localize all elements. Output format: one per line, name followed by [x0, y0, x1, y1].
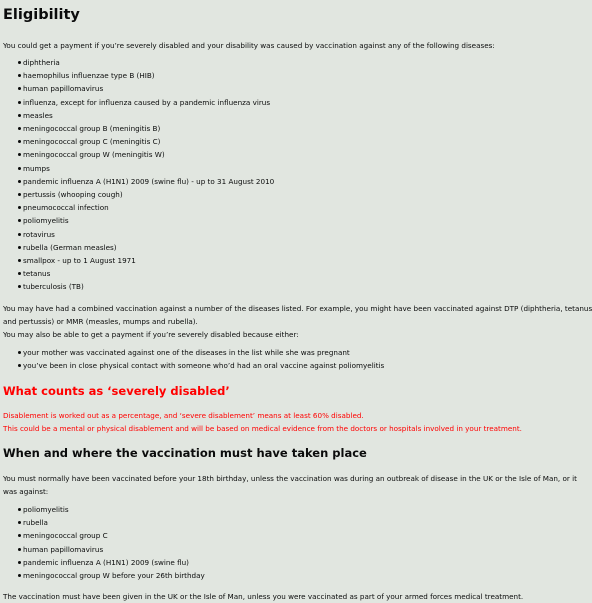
list-item: your mother was vaccinated against one of the diseases in the list while she was pregnant — [23, 346, 543, 359]
list-item: pneumococcal infection — [23, 201, 543, 214]
list-item: pandemic influenza A (H1N1) 2009 (swine flu) — [23, 556, 543, 569]
also-eligible-text: You may also be able to get a payment if you’re severely disabled because either: — [3, 329, 299, 339]
list-item: haemophilus influenzae type B (HIB) — [23, 69, 543, 82]
list-item: smallpox - up to 1 August 1971 — [23, 254, 543, 267]
severely-disabled-heading: What counts as ‘severely disabled’ — [3, 384, 230, 399]
age-exception-list — [3, 503, 543, 582]
list-item: poliomyelitis — [23, 214, 543, 227]
list-item: rotavirus — [23, 228, 543, 241]
list-item: meningococcal group C (meningitis C) — [23, 135, 543, 148]
list-item: you’ve been in close physical contact with someone who’d had an oral vaccine against poliomyelitis — [23, 359, 543, 372]
also-eligible-list — [3, 346, 543, 372]
list-item: tuberculosis (TB) — [23, 280, 543, 293]
list-item: diphtheria — [23, 56, 543, 69]
combined-vaccination-text-cont: and pertussis) or MMR (measles, mumps and rubella). — [3, 316, 198, 326]
vaccination-location-text: The vaccination must have been given in the UK or the Isle of Man, unless you were vaccinated as part of your armed forces medical treatment. — [3, 592, 524, 602]
eligibility-heading: Eligibility — [3, 7, 80, 23]
combined-vaccination-text: You may have had a combined vaccination against a number of the diseases listed. For example, you might have been vaccinated against DTP (diphtheria, tetanus — [3, 303, 592, 313]
list-item: pertussis (whooping cough) — [23, 188, 543, 201]
list-item: tetanus — [23, 267, 543, 280]
disablement-percentage-text: Disablement is worked out as a percentage, and ‘severe disablement’ means at least 60% disabled. — [3, 411, 364, 421]
disablement-evidence-text: This could be a mental or physical disablement and will be based on medical evidence from the doctors or hospitals involved in your treatment. — [3, 424, 522, 434]
vaccination-age-text: You must normally have been vaccinated before your 18th birthday, unless the vaccination was during an outbreak of disease in the UK or the Isle of Man, or it — [3, 474, 577, 484]
when-where-heading: When and where the vaccination must have taken place — [3, 446, 367, 461]
list-item: human papillomavirus — [23, 82, 543, 95]
list-item: meningococcal group W (meningitis W) — [23, 148, 543, 161]
list-item: pandemic influenza A (H1N1) 2009 (swine flu) - up to 31 August 2010 — [23, 175, 543, 188]
eligibility-intro: You could get a payment if you’re severely disabled and your disability was caused by vaccination against any of the following diseases: — [3, 41, 495, 50]
list-item: measles — [23, 109, 543, 122]
list-item: meningococcal group C — [23, 529, 543, 542]
vaccination-age-text-cont: was against: — [3, 487, 49, 497]
page-content — [3, 0, 592, 603]
list-item: influenza, except for influenza caused by a pandemic influenza virus — [23, 96, 543, 109]
list-item: human papillomavirus — [23, 543, 543, 556]
list-item: meningococcal group B (meningitis B) — [23, 122, 543, 135]
disease-list — [3, 56, 543, 294]
list-item: rubella — [23, 516, 543, 529]
list-item: poliomyelitis — [23, 503, 543, 516]
list-item: mumps — [23, 162, 543, 175]
list-item: meningococcal group W before your 26th birthday — [23, 569, 543, 582]
list-item: rubella (German measles) — [23, 241, 543, 254]
